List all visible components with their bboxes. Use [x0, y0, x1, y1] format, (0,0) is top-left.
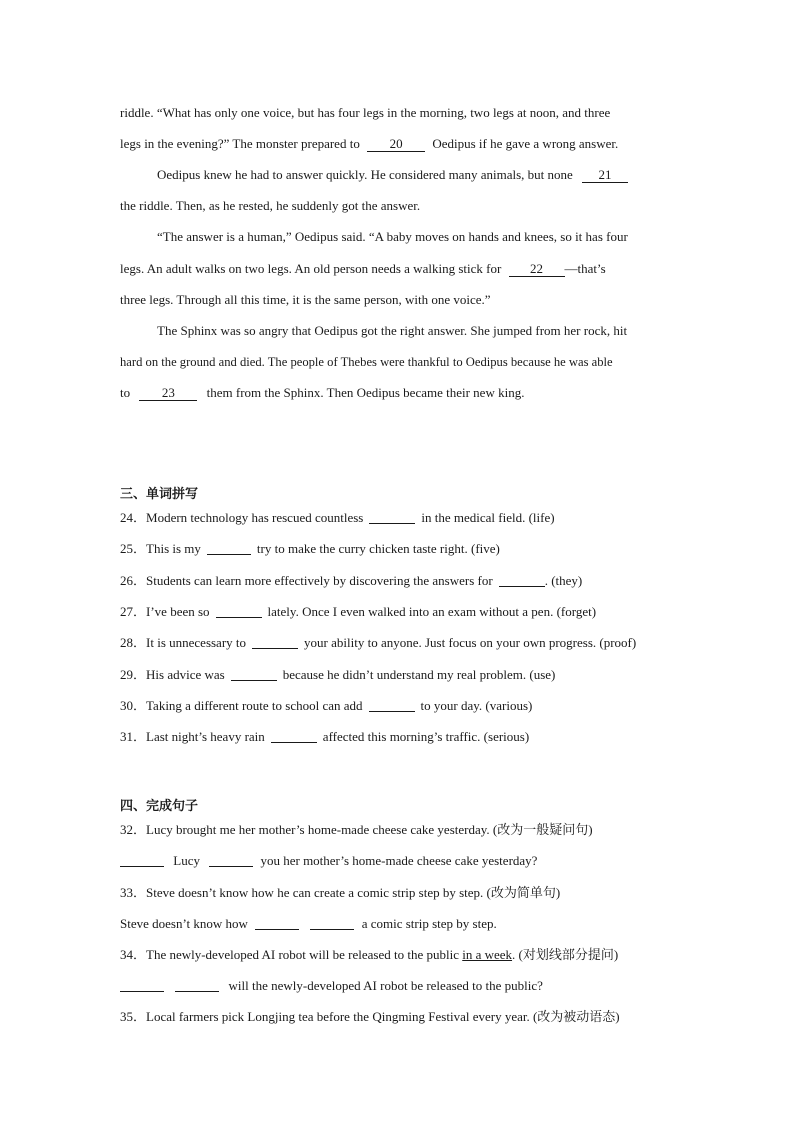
fill-in-blank[interactable]: [207, 541, 251, 555]
answer-text: Steve doesn’t know how: [120, 916, 248, 931]
passage-text: legs in the evening?” The monster prepared to: [120, 136, 360, 151]
question-text: Last night’s heavy rain: [146, 729, 265, 744]
passage-text: to: [120, 385, 131, 400]
passage-line: [120, 354, 676, 370]
question-text: 33．Steve doesn’t know how he can create a comic strip step by step. (改为简单句): [120, 885, 561, 900]
answer-line-33: [120, 916, 676, 932]
question-text: to your day. (various): [420, 698, 533, 713]
question-number: 28．: [120, 635, 147, 650]
fill-in-blank[interactable]: [499, 573, 545, 587]
answer-blank-20: 20: [367, 137, 425, 152]
underlined-phrase: in a week: [462, 947, 513, 962]
passage-line: [157, 229, 676, 245]
spelling-question-27: [120, 604, 676, 620]
question-text: . (they): [544, 573, 583, 588]
answer-text: you her mother’s home-made cheese cake yesterday?: [260, 853, 538, 868]
question-text: try to make the curry chicken taste right. (five): [256, 541, 500, 556]
spelling-question-30: [120, 698, 676, 714]
fill-in-blank[interactable]: [175, 978, 219, 992]
spelling-question-25: [120, 541, 676, 557]
question-number: 26．: [120, 573, 147, 588]
question-number: 25．: [120, 541, 147, 556]
section-heading: 三、单词拼写: [120, 487, 199, 502]
question-33: [120, 885, 676, 901]
fill-in-blank[interactable]: [369, 510, 415, 524]
answer-line-32: [120, 853, 676, 869]
passage-text: legs. An adult walks on two legs. An old person needs a walking stick for: [120, 261, 502, 276]
question-text: I’ve been so: [146, 604, 210, 619]
passage-line: [120, 136, 676, 152]
question-text: This is my: [146, 541, 201, 556]
spelling-question-26: [120, 573, 676, 589]
question-text: your ability to anyone. Just focus on your own progress. (proof): [304, 635, 637, 650]
passage-text: the riddle. Then, as he rested, he suddenly got the answer.: [120, 198, 421, 213]
question-text: Students can learn more effectively by discovering the answers for: [146, 573, 493, 588]
question-text: in the medical field. (life): [421, 510, 555, 525]
question-35: [120, 1009, 676, 1025]
passage-text: three legs. Through all this time, it is the same person, with one voice.”: [120, 292, 491, 307]
question-text: 34．The newly-developed AI robot will be released to the public: [120, 947, 459, 962]
answer-blank-22: 22: [509, 262, 565, 277]
answer-text: will the newly-developed AI robot be released to the public?: [228, 978, 543, 993]
passage-line: [120, 385, 676, 401]
passage-text: them from the Sphinx. Then Oedipus became their new king.: [206, 385, 525, 400]
passage-line: [120, 105, 676, 121]
answer-text: a comic strip step by step.: [361, 916, 497, 931]
passage-text: hard on the ground and died. The people of Thebes were thankful to Oedipus because he was able: [120, 355, 613, 369]
question-number: 29．: [120, 667, 147, 682]
question-32: [120, 822, 676, 838]
question-text: . (对划线部分提问): [512, 947, 619, 962]
question-text: Taking a different route to school can add: [146, 698, 363, 713]
question-number: 31．: [120, 729, 147, 744]
spelling-question-24: [120, 510, 676, 526]
passage-line: [157, 323, 676, 339]
passage-text: riddle. “What has only one voice, but has four legs in the morning, two legs at noon, and three: [120, 105, 611, 120]
answer-blank-23: 23: [139, 386, 197, 401]
fill-in-blank[interactable]: [271, 729, 317, 743]
spelling-question-31: [120, 729, 676, 745]
fill-in-blank[interactable]: [209, 853, 253, 867]
question-text: because he didn’t understand my real problem. (use): [282, 667, 556, 682]
fill-in-blank[interactable]: [369, 698, 415, 712]
passage-line: [157, 167, 676, 183]
passage-line: [120, 292, 676, 308]
question-number: 27．: [120, 604, 147, 619]
question-number: 24．: [120, 510, 147, 525]
question-text: affected this morning’s traffic. (serious): [322, 729, 530, 744]
fill-in-blank[interactable]: [216, 604, 262, 618]
spelling-question-28: [120, 635, 676, 651]
answer-text: Lucy: [173, 853, 200, 868]
fill-in-blank[interactable]: [252, 635, 298, 649]
question-text: Modern technology has rescued countless: [146, 510, 364, 525]
section-heading: 四、完成句子: [120, 799, 199, 814]
fill-in-blank[interactable]: [255, 916, 299, 930]
answer-line-34: [120, 978, 676, 994]
question-text: lately. Once I even walked into an exam without a pen. (forget): [267, 604, 597, 619]
question-text: 32．Lucy brought me her mother’s home-made cheese cake yesterday. (改为一般疑问句): [120, 822, 593, 837]
question-34: [120, 947, 676, 963]
passage-text: —that’s: [564, 261, 606, 276]
fill-in-blank[interactable]: [120, 853, 164, 867]
passage-text: Oedipus knew he had to answer quickly. He considered many animals, but none: [157, 167, 573, 182]
passage-line: [120, 261, 676, 277]
question-text: It is unnecessary to: [146, 635, 247, 650]
passage-text: The Sphinx was so angry that Oedipus got the right answer. She jumped from her rock, hit: [157, 323, 628, 338]
answer-blank-21: 21: [582, 168, 628, 183]
passage-line: [120, 198, 676, 214]
question-number: 30．: [120, 698, 147, 713]
fill-in-blank[interactable]: [231, 667, 277, 681]
question-text: 35．Local farmers pick Longjing tea before the Qingming Festival every year. (改为被动语态): [120, 1009, 620, 1024]
passage-text: “The answer is a human,” Oedipus said. “A baby moves on hands and knees, so it has four: [157, 229, 628, 244]
spelling-question-29: [120, 667, 676, 683]
fill-in-blank[interactable]: [310, 916, 354, 930]
fill-in-blank[interactable]: [120, 978, 164, 992]
question-text: His advice was: [146, 667, 225, 682]
passage-text: Oedipus if he gave a wrong answer.: [432, 136, 619, 151]
